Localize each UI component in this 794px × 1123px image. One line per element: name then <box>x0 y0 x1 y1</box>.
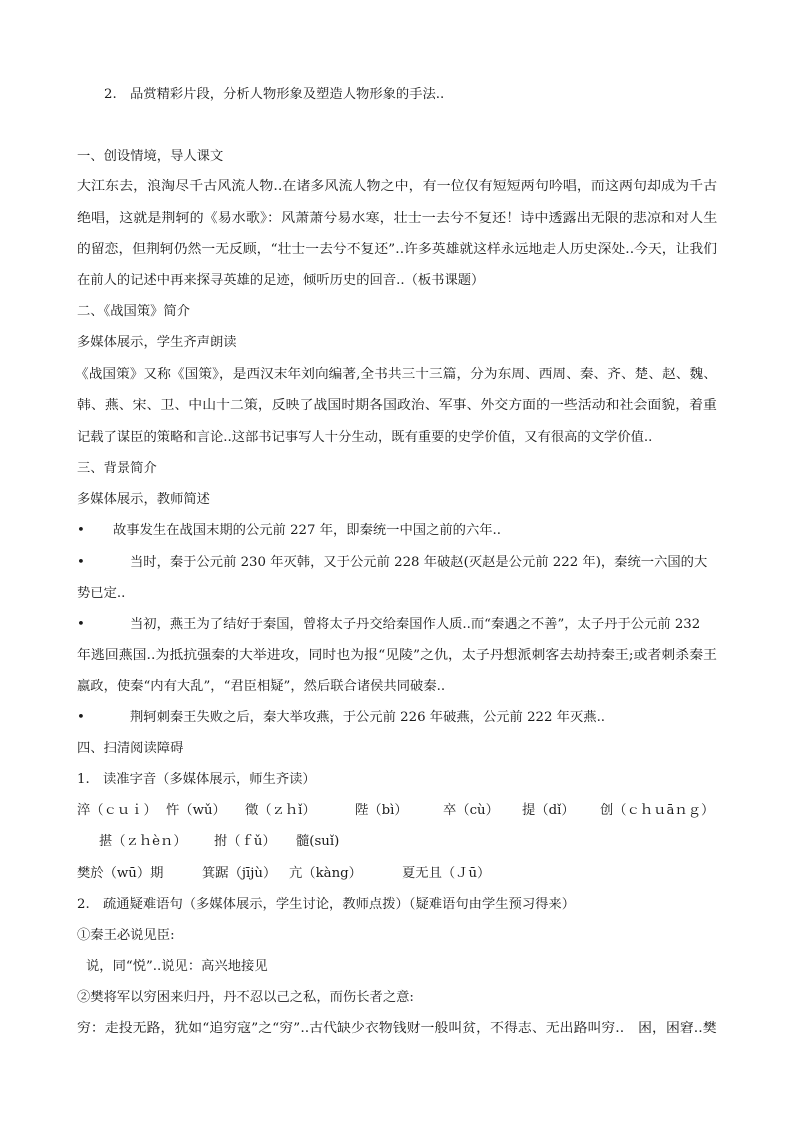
section-1-heading: 一、创设情境，导人课文 <box>77 149 224 164</box>
paragraph-line: 记载了谋臣的策略和言论..这部书记事写人十分生动，既有重要的史学价值，又有很高的文学价值.. <box>77 430 653 445</box>
pronunciation-item: 夏无且（Ｊū） <box>402 866 491 881</box>
bullet: • <box>77 523 85 538</box>
paragraph-line: 绝唱，这就是荆轲的《易水歌》：风萧萧兮易水寒，壮士一去兮不复还！诗中透露出无限的悲凉和对人生 <box>77 211 718 226</box>
phrase-item: ①秦王必说见臣: <box>77 928 175 943</box>
paragraph-line: 大江东去，浪淘尽千古风流人物..在诸多风流人物之中，有一位仅有短短两句吟唱，而这两句却成为千古 <box>77 179 718 194</box>
phrase-item: ②樊将军以穷困来归丹，丹不忍以己之私，而伤长者之意: <box>77 990 414 1005</box>
phrase-note: 穷：走投无路，犹如“追穷寇”之“穷”..古代缺少衣物钱财一般叫贫，不得志、无出路叫穷.. 困，困窘..樊 <box>77 1021 717 1036</box>
pronunciation-item: 箕踞（jījù） <box>202 866 277 881</box>
bullet-text: 嬴政，使秦“内有大乱”，“君臣相疑”，然后联合诸侯共同破秦.. <box>77 679 446 694</box>
bullet-text: 势已定.. <box>77 586 126 601</box>
pronunciation-item: 忤（wǔ） <box>166 803 226 818</box>
bullet-text: 故事发生在战国末期的公元前 227 年，即秦统一中国之前的六年.. <box>113 523 502 538</box>
bullet: • <box>77 710 85 725</box>
paragraph-line: 韩、燕、宋、卫、中山十二策，反映了战国时期各国政治、军事、外交方面的一些活动和社会面貌，着重 <box>77 398 717 413</box>
section-4-heading: 四、扫清阅读障碍 <box>77 741 184 756</box>
bullet-text: 荆轲刺秦王失败之后，秦大举攻燕，于公元前 226 年破燕，公元前 222 年灭燕.. <box>130 710 606 725</box>
pronunciation-item: 拊（ｆǔ） <box>214 834 276 849</box>
bullet-text: 当时，秦于公元前 230 年灭韩，又于公元前 228 年破赵(灭赵是公元前 222 年)，秦统一六国的大 <box>130 555 708 570</box>
section-2-subtitle: 多媒体展示，学生齐声朗读 <box>77 335 237 350</box>
pronunciation-item: 提（dǐ） <box>522 803 575 818</box>
bullet-text: 年逃回燕国..为抵抗强秦的大举进攻，同时也为报“见陵”之仇，太子丹想派刺客去劫持秦王;或者刺杀秦王 <box>77 648 718 663</box>
paragraph-line: 在前人的记述中再来探寻英雄的足迹，倾听历史的回音..（板书课题） <box>77 273 485 288</box>
pronunciation-item: 亢（kàng） <box>289 866 362 881</box>
pronunciation-item: 创（ｃｈｕāｎｇ） <box>600 803 715 818</box>
pronunciation-item: 髓(suǐ) <box>296 834 340 849</box>
section-3-heading: 三、背景简介 <box>77 461 157 476</box>
objective-2: 2. 品赏精彩片段，分析人物形象及塑造人物形象的手法.. <box>104 87 445 102</box>
subsection-2: 2. 疏通疑难语句（多媒体展示，学生讨论，教师点拨）（疑难语句由学生预习得来） <box>77 897 576 912</box>
bullet-text: 当初，燕王为了结好于秦国，曾将太子丹交给秦国作人质..而“秦遇之不善”，太子丹于公元前 232 <box>130 617 701 632</box>
pronunciation-item: 陛（bì） <box>355 803 408 818</box>
section-3-subtitle: 多媒体展示，教师简述 <box>77 492 210 507</box>
pronunciation-item: 淬（ｃｕｉ） <box>77 803 157 818</box>
phrase-note: 说，同“悦”..说见：高兴地接见 <box>86 959 268 974</box>
subsection-1: 1. 读准字音（多媒体展示，师生齐读） <box>77 772 316 787</box>
paragraph-line: 的留恋，但荆轲仍然一无反顾，“壮士一去兮不复还”..许多英雄就这样永远地走人历史深处..今天，让我们 <box>77 242 718 257</box>
pronunciation-item: 徵（ｚｈǐ） <box>245 803 316 818</box>
section-2-heading: 二、《战国策》简介 <box>77 304 191 319</box>
paragraph-line: 《战国策》又称《国策》，是西汉末年刘向编著,全书共三十三篇，分为东周、西周、秦、齐、楚、赵、魏、 <box>75 367 717 382</box>
pronunciation-item: 卒（cù） <box>443 803 499 818</box>
bullet: • <box>77 555 85 570</box>
pronunciation-item: 樊於（wū）期 <box>77 866 164 881</box>
bullet: • <box>77 617 85 632</box>
pronunciation-item: 揕（ｚｈèｎ） <box>99 834 187 849</box>
